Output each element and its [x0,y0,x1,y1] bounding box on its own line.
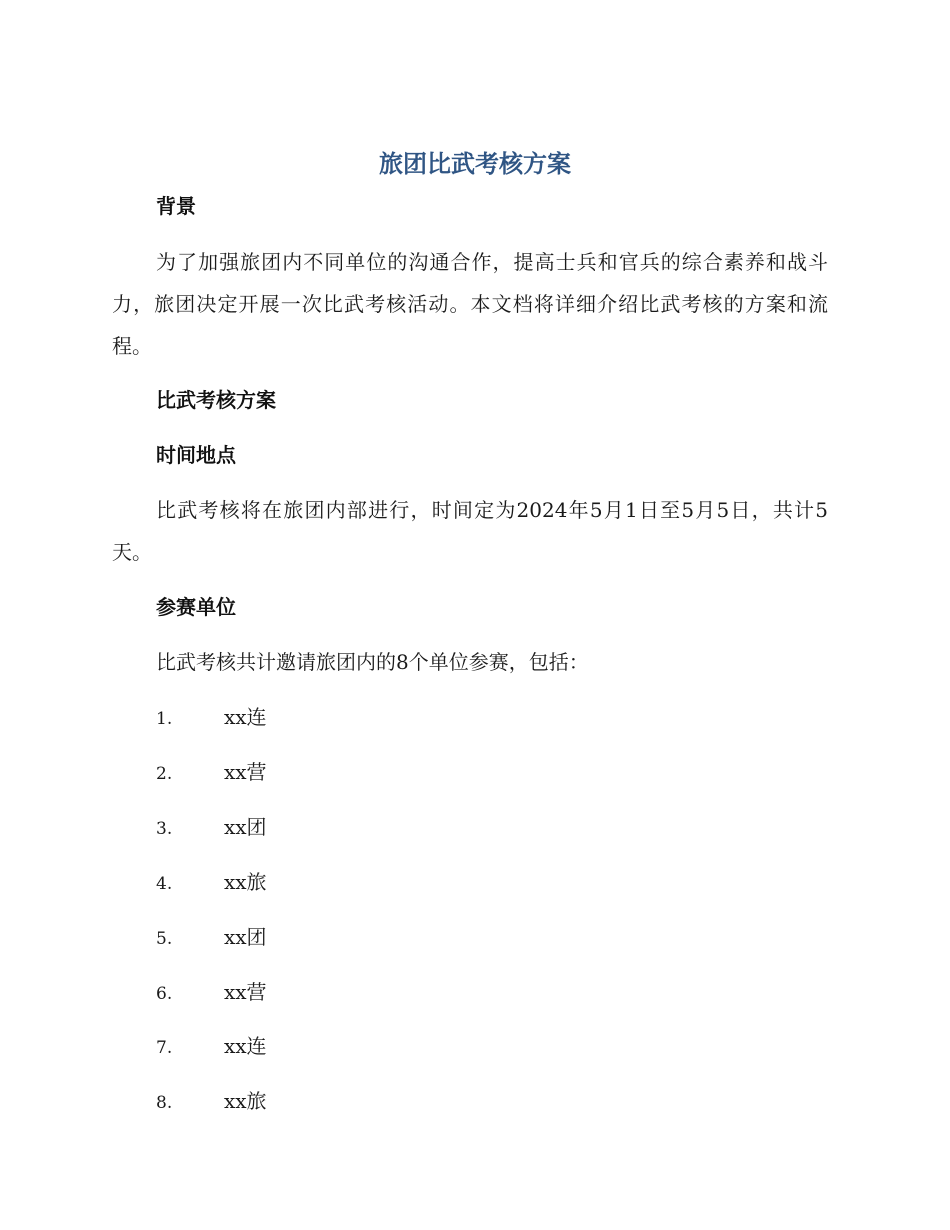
section-heading-background: 背景 [156,194,196,218]
list-item-text: xx旅 [224,1089,267,1113]
document-title: 旅团比武考核方案 [379,150,571,178]
list-item [156,757,267,787]
list-item-text: xx旅 [224,870,267,894]
list-item [156,1086,267,1116]
list-item-number: 1. [156,709,173,729]
list-item-text: xx连 [224,705,267,729]
list-item-number: 3. [156,819,173,839]
list-item [156,867,267,897]
section-heading-time-place: 时间地点 [156,443,236,467]
list-item-text: xx团 [224,925,267,949]
list-item-number: 8. [156,1093,173,1113]
list-item [156,977,267,1007]
list-item [156,1031,267,1061]
section-heading-units: 参赛单位 [156,595,236,619]
list-item [156,702,267,732]
background-paragraph: 为了加强旅团内不同单位的沟通合作，提高士兵和官兵的综合素养和战斗力，旅团决定开展一次比武考核活动。本文档将详细介绍比武考核的方案和流程。 [112,250,828,358]
list-item-text: xx连 [224,1034,267,1058]
list-item-text: xx团 [224,815,267,839]
list-item-text: xx营 [224,980,267,1004]
list-item-number: 6. [156,984,173,1004]
list-item-number: 4. [156,874,173,894]
list-item-number: 2. [156,764,173,784]
list-item-text: xx营 [224,760,267,784]
list-item-number: 5. [156,929,173,949]
section-heading-plan: 比武考核方案 [156,388,276,412]
list-item [156,922,267,952]
time-place-paragraph: 比武考核将在旅团内部进行，时间定为2024年5月1日至5月5日，共计5天。 [112,498,828,564]
list-item [156,812,267,842]
list-item-number: 7. [156,1038,173,1058]
units-intro-paragraph: 比武考核共计邀请旅团内的8个单位参赛，包括： [156,650,589,674]
